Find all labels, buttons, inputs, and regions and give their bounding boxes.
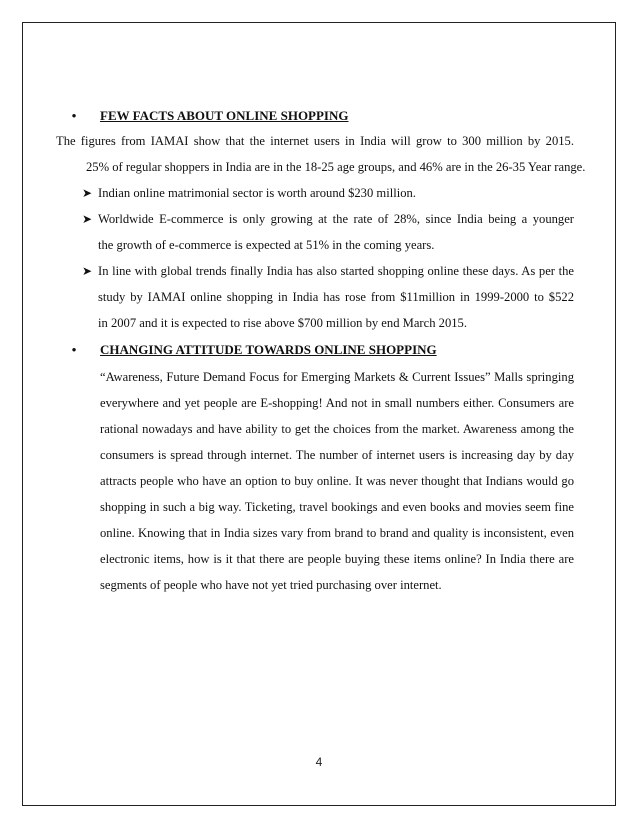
paragraph-line: everywhere and yet people are E-shopping! And not in small numbers either. Consumers are [100, 396, 574, 410]
list-item [64, 258, 574, 336]
bullet-icon: • [71, 108, 77, 123]
list-item [64, 180, 574, 206]
section2-paragraph [64, 364, 574, 598]
paragraph-line: online. Knowing that in India sizes vary from brand to brand and quality is inconsistent, even [100, 526, 574, 540]
list-item-line: in 2007 and it is expected to rise above $700 million by end March 2015. [98, 316, 467, 330]
paragraph-line: “Awareness, Future Demand Focus for Emerging Markets & Current Issues” Malls springing [100, 370, 574, 384]
section1-heading-text: FEW FACTS ABOUT ONLINE SHOPPING [100, 108, 349, 123]
list-item [64, 206, 574, 258]
arrow-bullet-icon: ➤ [82, 186, 93, 200]
section1-heading [64, 106, 574, 126]
section2-heading [64, 340, 574, 360]
paragraph-line: shopping in such a big way. Ticketing, travel bookings and even books and movies seem fine [100, 500, 574, 514]
bullet-icon: • [71, 342, 77, 357]
section2-heading-text: CHANGING ATTITUDE TOWARDS ONLINE SHOPPING [100, 342, 437, 357]
paragraph-line: electronic items, how is it that there are people buying these items online? In India there are [100, 552, 574, 566]
arrow-bullet-icon: ➤ [82, 212, 93, 226]
intro-line: The figures from IAMAI show that the internet users in India will grow to 300 million by 2015. [56, 134, 574, 148]
section1-intro [56, 128, 586, 180]
page-number: 4 [315, 755, 323, 769]
paragraph-line: rational nowadays and have ability to get the choices from the market. Awareness among the [100, 422, 574, 436]
list-item-line: study by IAMAI online shopping in India has rose from $11million in 1999-2000 to $522 [98, 290, 574, 304]
document-body [56, 106, 586, 598]
arrow-bullet-icon: ➤ [82, 264, 93, 278]
list-item-line: Worldwide E-commerce is only growing at the rate of 28%, since India being a younger [98, 212, 574, 226]
intro-line: 25% of regular shoppers in India are in the 18-25 age groups, and 46% are in the 26-35 Year range. [86, 160, 586, 174]
paragraph-line: consumers is spread through internet. The number of internet users is increasing day by day [100, 448, 574, 462]
paragraph-line: attracts people who have an option to buy online. It was never thought that Indians would go [100, 474, 574, 488]
list-item-line: Indian online matrimonial sector is worth around $230 million. [98, 186, 416, 200]
list-item-line: In line with global trends finally India has also started shopping online these days. As per the [98, 264, 574, 278]
paragraph-line: segments of people who have not yet tried purchasing over internet. [100, 578, 442, 592]
list-item-line: the growth of e-commerce is expected at 51% in the coming years. [98, 238, 435, 252]
